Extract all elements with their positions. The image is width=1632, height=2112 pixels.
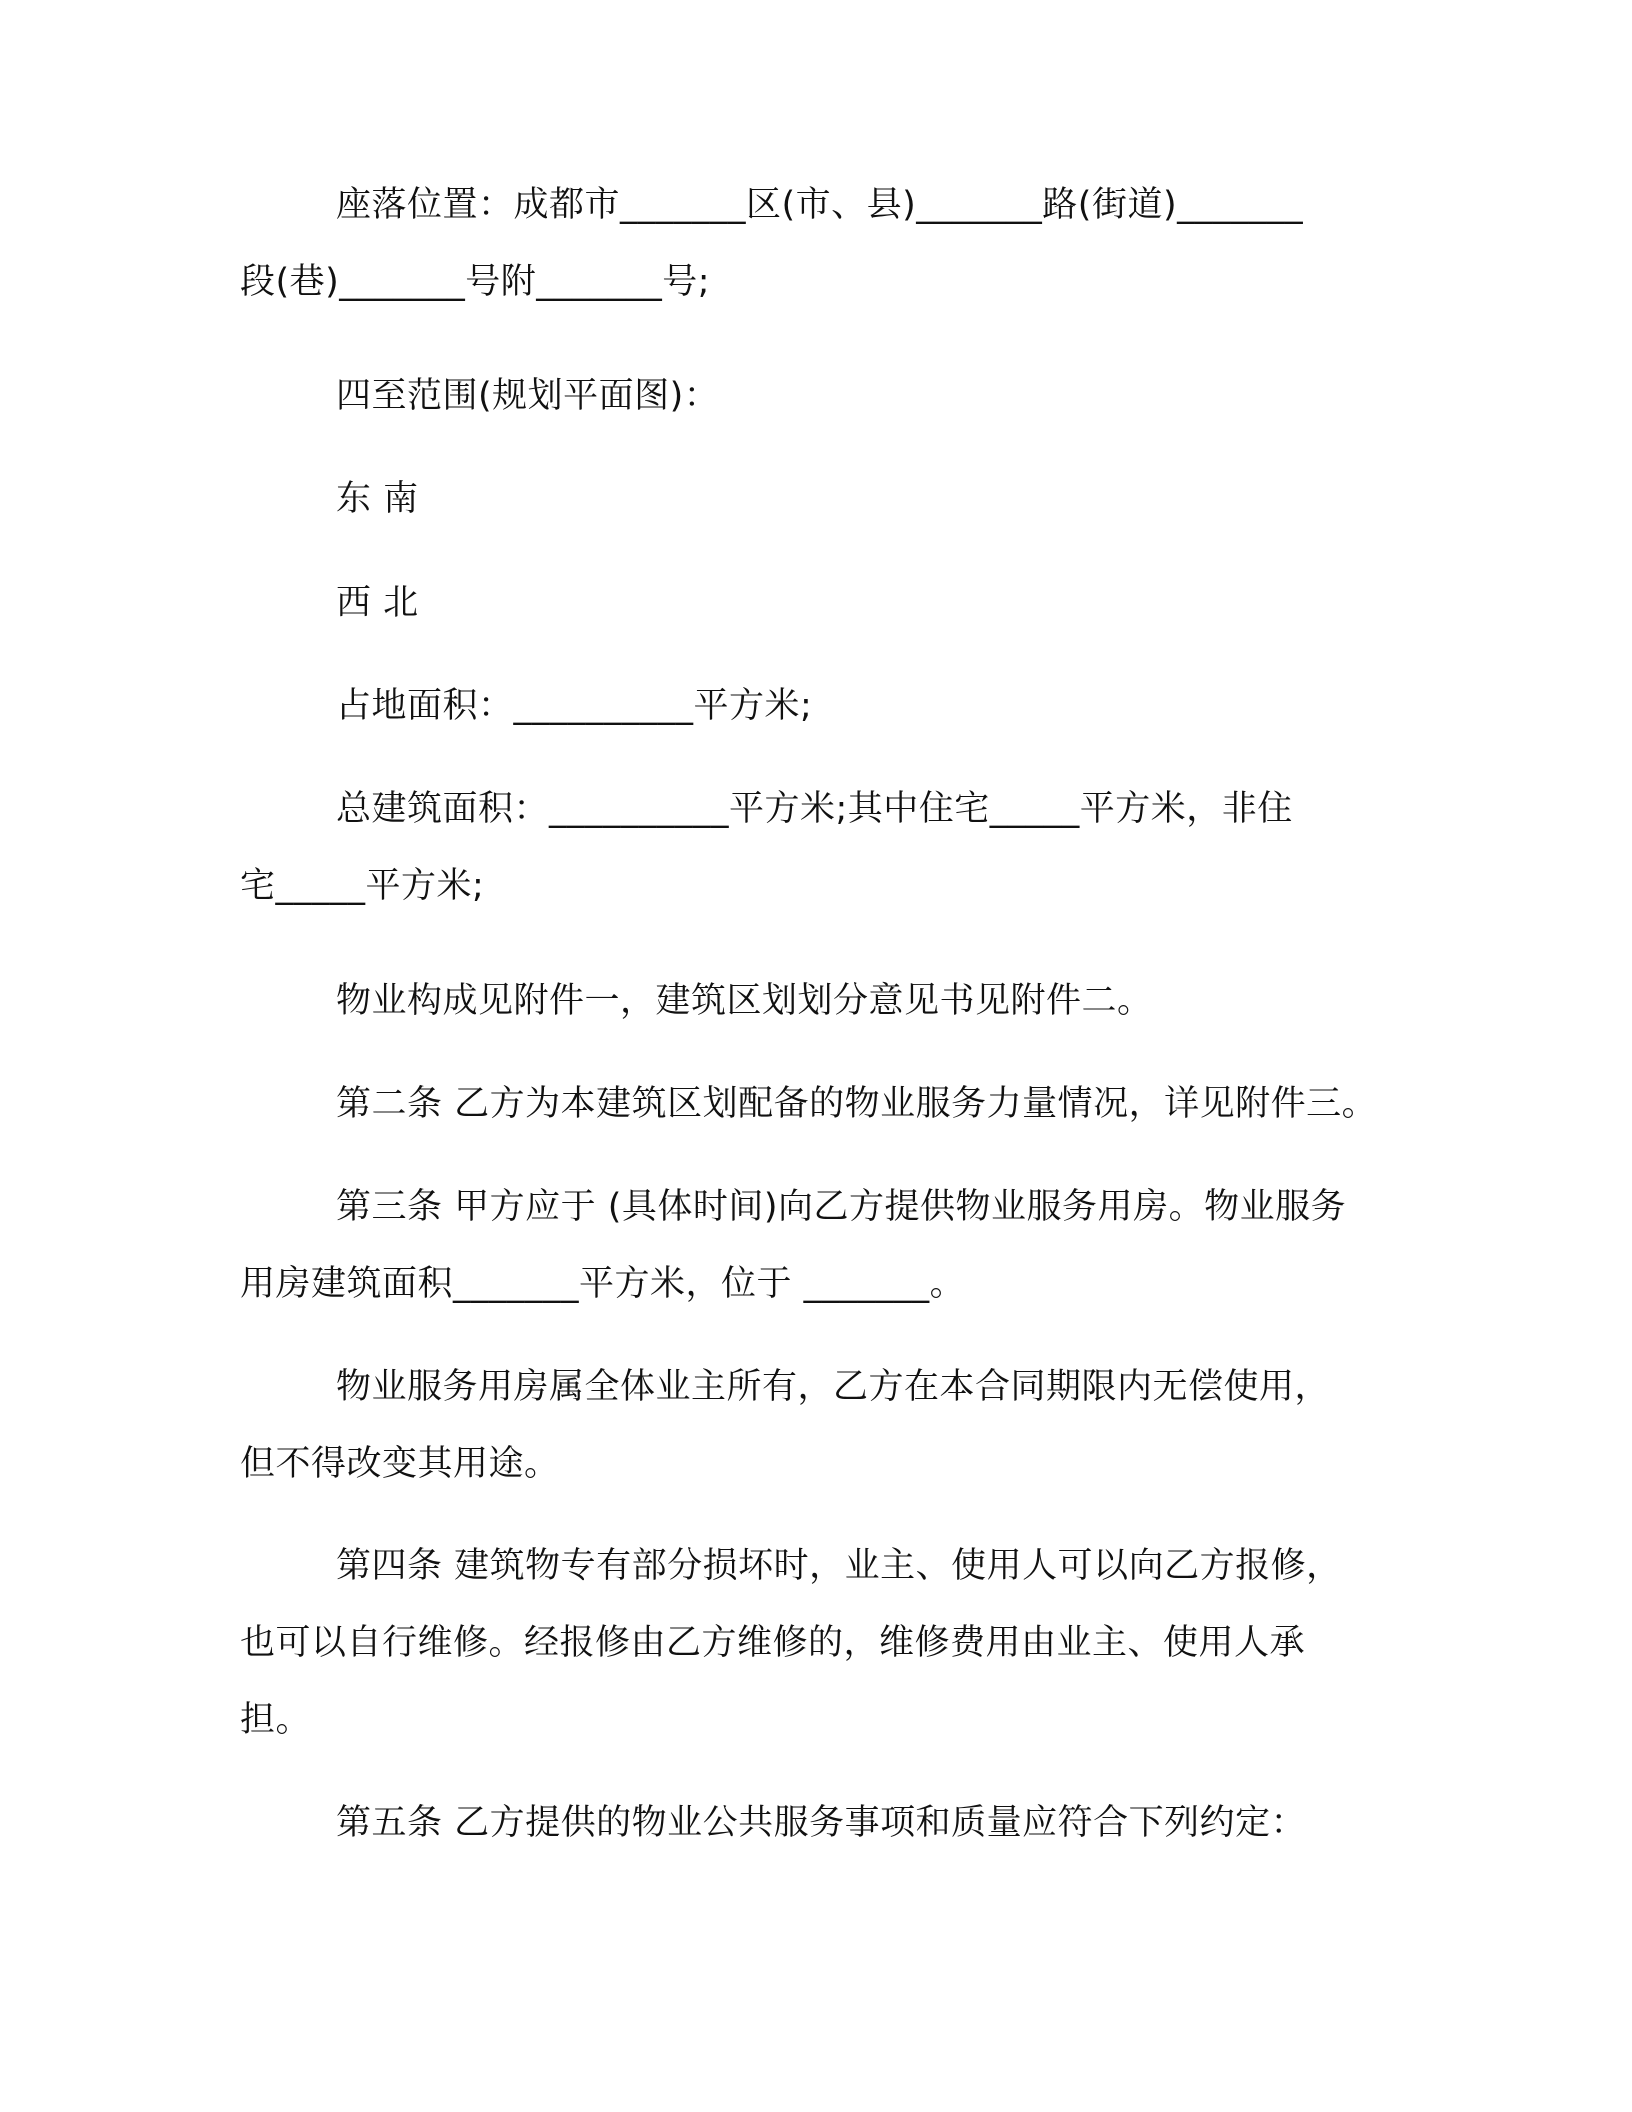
paragraph-service-room-ownership <box>240 1349 1420 1503</box>
text-line: 段(巷)_______号附_______号; <box>240 262 711 302</box>
text-line: 座落位置：成都市_______区(市、县)_______路(街道)_______ <box>336 185 1304 225</box>
text-line: 占地面积：__________平方米; <box>336 686 813 726</box>
text-line: 总建筑面积：__________平方米;其中住宅_____平方米，非住 <box>336 789 1293 829</box>
paragraph-east-south <box>240 461 1420 538</box>
text-line: 用房建筑面积_______平方米，位于 _______。 <box>240 1264 966 1304</box>
paragraph-total-floor-area <box>240 771 1420 925</box>
paragraph-boundaries-heading <box>240 358 1420 435</box>
text-line: 西 北 <box>336 583 419 623</box>
text-line: 四至范围(规划平面图)： <box>336 376 720 416</box>
paragraph-land-area <box>240 668 1420 745</box>
text-line: 物业服务用房属全体业主所有，乙方在本合同期限内无偿使用， <box>336 1367 1331 1407</box>
text-line: 物业构成见附件一，建筑区划划分意见书见附件二。 <box>336 981 1153 1021</box>
text-line: 第二条 乙方为本建筑区划配备的物业服务力量情况，详见附件三。 <box>336 1084 1378 1124</box>
paragraph-composition <box>240 963 1420 1040</box>
text-line: 第五条 乙方提供的物业公共服务事项和质量应符合下列约定： <box>336 1803 1307 1843</box>
paragraph-article-5 <box>240 1785 1420 1862</box>
paragraph-article-2 <box>240 1066 1420 1143</box>
text-line: 第三条 甲方应于 (具体时间)向乙方提供物业服务用房。物业服务 <box>336 1187 1347 1227</box>
text-line: 也可以自行维修。经报修由乙方维修的，维修费用由业主、使用人承 <box>240 1623 1306 1663</box>
paragraph-location <box>240 167 1420 321</box>
text-line: 第四条 建筑物专有部分损坏时，业主、使用人可以向乙方报修， <box>336 1546 1342 1586</box>
text-line: 担。 <box>240 1700 312 1740</box>
paragraph-article-4 <box>240 1528 1420 1759</box>
text-line: 东 南 <box>336 479 419 519</box>
text-line: 宅_____平方米; <box>240 866 485 906</box>
paragraph-west-north <box>240 565 1420 642</box>
text-line: 但不得改变其用途。 <box>240 1444 560 1484</box>
paragraph-article-3 <box>240 1169 1420 1323</box>
